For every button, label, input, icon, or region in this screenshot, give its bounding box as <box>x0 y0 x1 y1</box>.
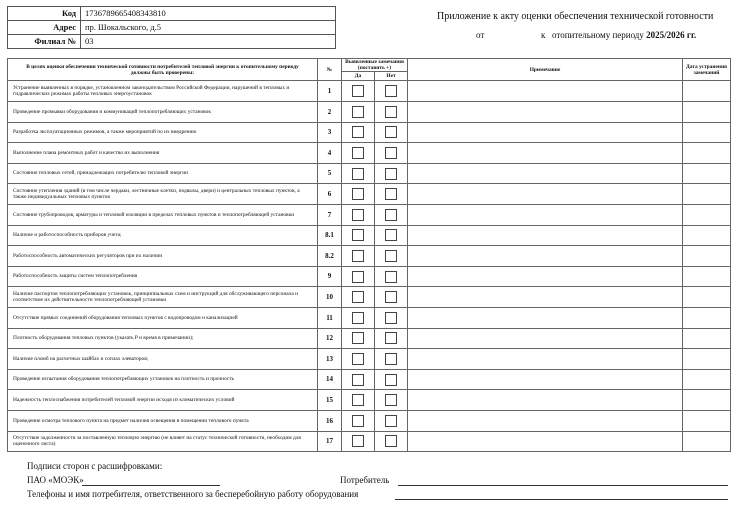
phones-label: Телефоны и имя потребителя, ответственного за бесперебойную работу оборудования <box>27 489 359 499</box>
note-cell[interactable] <box>408 184 683 205</box>
note-cell[interactable] <box>408 307 683 328</box>
row-number: 1 <box>318 81 342 102</box>
row-text: Проведение промывки оборудования и коммуникаций теплопотребляющих установок <box>8 102 318 123</box>
phones-line[interactable] <box>395 499 728 500</box>
table-row <box>8 328 731 349</box>
table-row <box>8 163 731 184</box>
table-row <box>8 143 731 164</box>
address-value: пр. Шокальского, д.5 <box>81 21 336 35</box>
yes-checkbox[interactable] <box>352 291 364 303</box>
row-number: 5 <box>318 163 342 184</box>
date-cell[interactable] <box>683 410 731 431</box>
row-text: Плотность оборудования тепловых пунктов (указать P и время в примечании); <box>8 328 318 349</box>
no-checkbox[interactable] <box>385 291 397 303</box>
branch-value: 03 <box>81 35 336 49</box>
no-checkbox[interactable] <box>385 250 397 262</box>
no-checkbox[interactable] <box>385 435 397 447</box>
row-number: 4 <box>318 143 342 164</box>
row-number: 12 <box>318 328 342 349</box>
table-row <box>8 81 731 102</box>
table-row <box>8 122 731 143</box>
row-text: Наличие и работоспособность приборов учета; <box>8 225 318 246</box>
row-number: 2 <box>318 102 342 123</box>
date-cell[interactable] <box>683 102 731 123</box>
row-text: Проведение испытания оборудования теплопотребляющих установок на плотность и прочность <box>8 369 318 390</box>
row-text: Работоспособность защиты систем теплопотребления <box>8 266 318 287</box>
yes-checkbox[interactable] <box>352 374 364 386</box>
table-row <box>8 307 731 328</box>
date-cell[interactable] <box>683 122 731 143</box>
yes-checkbox[interactable] <box>352 229 364 241</box>
row-number: 3 <box>318 122 342 143</box>
period-year: 2025/2026 гг. <box>646 30 697 40</box>
no-checkbox[interactable] <box>385 168 397 180</box>
table-row <box>8 204 731 225</box>
date-cell[interactable] <box>683 204 731 225</box>
yes-checkbox[interactable] <box>352 209 364 221</box>
header-task: В целях оценки обеспечения технической готовности потребителей тепловой энергии к отопительному периоду должны быть проверены: <box>8 59 318 81</box>
row-text: Проведение осмотра теплового пункта на предмет наличия освещения в помещении теплового пункта <box>8 410 318 431</box>
note-cell[interactable] <box>408 287 683 308</box>
date-cell[interactable] <box>683 225 731 246</box>
row-number: 11 <box>318 307 342 328</box>
document-title: Приложение к акту оценки обеспечения технической готовности <box>437 11 714 22</box>
table-row <box>8 369 731 390</box>
no-checkbox[interactable] <box>385 147 397 159</box>
note-cell[interactable] <box>408 349 683 370</box>
note-cell[interactable] <box>408 81 683 102</box>
row-text: Состояние тепловых сетей, принадлежащих потребителю тепловой энергии <box>8 163 318 184</box>
period-to: к <box>541 30 546 40</box>
no-checkbox[interactable] <box>385 229 397 241</box>
date-cell[interactable] <box>683 349 731 370</box>
yes-checkbox[interactable] <box>352 188 364 200</box>
yes-checkbox[interactable] <box>352 85 364 97</box>
row-number: 14 <box>318 369 342 390</box>
row-number: 17 <box>318 431 342 452</box>
yes-checkbox[interactable] <box>352 250 364 262</box>
row-text: Состояние утепления зданий (в том числе чердаки, лестничные клетки, подвалы, двери) и центральных тепловых пунктов, а также индивидуальных тепловых пунктов <box>8 184 318 205</box>
header-no: Нет <box>375 72 408 81</box>
row-number: 6 <box>318 184 342 205</box>
note-cell[interactable] <box>408 122 683 143</box>
yes-checkbox[interactable] <box>352 353 364 365</box>
signatures-label: Подписи сторон с расшифровками: <box>27 461 163 471</box>
date-cell[interactable] <box>683 431 731 452</box>
row-text: Работоспособность автоматических регуляторов при их наличии <box>8 246 318 267</box>
no-checkbox[interactable] <box>385 271 397 283</box>
code-value: 17367896654083438​10 <box>81 7 336 21</box>
no-checkbox[interactable] <box>385 312 397 324</box>
note-cell[interactable] <box>408 328 683 349</box>
row-number: 7 <box>318 204 342 225</box>
yes-checkbox[interactable] <box>352 126 364 138</box>
no-checkbox[interactable] <box>385 332 397 344</box>
table-row <box>8 266 731 287</box>
date-cell[interactable] <box>683 328 731 349</box>
code-label: Код <box>8 7 81 21</box>
row-number: 16 <box>318 410 342 431</box>
row-text: Разработка эксплуатационных режимов, а также мероприятий по их внедрению <box>8 122 318 143</box>
no-checkbox[interactable] <box>385 353 397 365</box>
no-checkbox[interactable] <box>385 415 397 427</box>
yes-checkbox[interactable] <box>352 415 364 427</box>
table-row <box>8 431 731 452</box>
note-cell[interactable] <box>408 266 683 287</box>
row-text: Состояние трубопроводов, арматуры и тепловой изоляции в пределах тепловых пунктов и теплопотребляющей установки <box>8 204 318 225</box>
row-number: 9 <box>318 266 342 287</box>
note-cell[interactable] <box>408 163 683 184</box>
row-text: Наличие паспортов теплопотребляющих установок, принципиальных схем и инструкций для обслуживающего персонала и соответствие их действительности теплопотребляющей установки <box>8 287 318 308</box>
no-checkbox[interactable] <box>385 394 397 406</box>
row-number: 8.2 <box>318 246 342 267</box>
date-cell[interactable] <box>683 307 731 328</box>
table-row <box>8 184 731 205</box>
note-cell[interactable] <box>408 246 683 267</box>
table-row <box>8 410 731 431</box>
header-note: Примечание <box>408 59 683 81</box>
pao-signature-line[interactable] <box>82 485 220 486</box>
date-cell[interactable] <box>683 143 731 164</box>
period-from: от <box>476 30 485 40</box>
row-text: Выполнение плана ремонтных работ и качество их выполнения <box>8 143 318 164</box>
consumer-label: Потребитель <box>340 475 390 485</box>
row-text: Отсутствие задолженности за поставленную тепловую энергию (не влияет на статус технической готовности, необходим для оценочного листа) <box>8 431 318 452</box>
yes-checkbox[interactable] <box>352 435 364 447</box>
row-number: 13 <box>318 349 342 370</box>
no-checkbox[interactable] <box>385 209 397 221</box>
note-cell[interactable] <box>408 410 683 431</box>
date-cell[interactable] <box>683 266 731 287</box>
table-row <box>8 349 731 370</box>
header-num: № <box>318 59 342 81</box>
info-table <box>7 6 336 49</box>
no-checkbox[interactable] <box>385 85 397 97</box>
yes-checkbox[interactable] <box>352 147 364 159</box>
yes-checkbox[interactable] <box>352 332 364 344</box>
header-remarks: Выявленные замечания (поставить +) <box>342 59 408 72</box>
consumer-signature-line[interactable] <box>398 485 728 486</box>
no-checkbox[interactable] <box>385 126 397 138</box>
checklist-table <box>7 58 731 452</box>
date-cell[interactable] <box>683 369 731 390</box>
branch-label: Филиал № <box>8 35 81 49</box>
row-number: 15 <box>318 390 342 411</box>
date-cell[interactable] <box>683 246 731 267</box>
note-cell[interactable] <box>408 369 683 390</box>
note-cell[interactable] <box>408 102 683 123</box>
yes-checkbox[interactable] <box>352 312 364 324</box>
row-number: 8.1 <box>318 225 342 246</box>
note-cell[interactable] <box>408 225 683 246</box>
yes-checkbox[interactable] <box>352 168 364 180</box>
header-date: Дата устранения замечаний <box>683 59 731 81</box>
table-row <box>8 225 731 246</box>
table-row <box>8 102 731 123</box>
date-cell[interactable] <box>683 81 731 102</box>
header-yes: Да <box>342 72 375 81</box>
date-cell[interactable] <box>683 390 731 411</box>
row-text: Отсутствие прямых соединений оборудования тепловых пунктов с водопроводом и канализацией <box>8 307 318 328</box>
yes-checkbox[interactable] <box>352 106 364 118</box>
row-text: Устранение выявленных в порядке, установленном законодательством Российской Федерации, нарушений в тепловых и гидравлических режимах работы тепловых энергоустановок <box>8 81 318 102</box>
date-cell[interactable] <box>683 184 731 205</box>
no-checkbox[interactable] <box>385 188 397 200</box>
yes-checkbox[interactable] <box>352 271 364 283</box>
date-cell[interactable] <box>683 163 731 184</box>
row-text: Наличие пломб на расчетных шайбах и соплах элеваторов; <box>8 349 318 370</box>
table-row <box>8 287 731 308</box>
period-text: отопительному периоду 2025/2026 гг. <box>552 30 697 40</box>
date-cell[interactable] <box>683 287 731 308</box>
table-row <box>8 390 731 411</box>
no-checkbox[interactable] <box>385 106 397 118</box>
note-cell[interactable] <box>408 143 683 164</box>
no-checkbox[interactable] <box>385 374 397 386</box>
note-cell[interactable] <box>408 390 683 411</box>
note-cell[interactable] <box>408 431 683 452</box>
row-text: Надежность теплоснабжения потребителей тепловой энергии исходя из климатических условий <box>8 390 318 411</box>
yes-checkbox[interactable] <box>352 394 364 406</box>
row-number: 10 <box>318 287 342 308</box>
note-cell[interactable] <box>408 204 683 225</box>
pao-label: ПАО «МОЭК» <box>27 475 84 485</box>
table-row <box>8 246 731 267</box>
address-label: Адрес <box>8 21 81 35</box>
